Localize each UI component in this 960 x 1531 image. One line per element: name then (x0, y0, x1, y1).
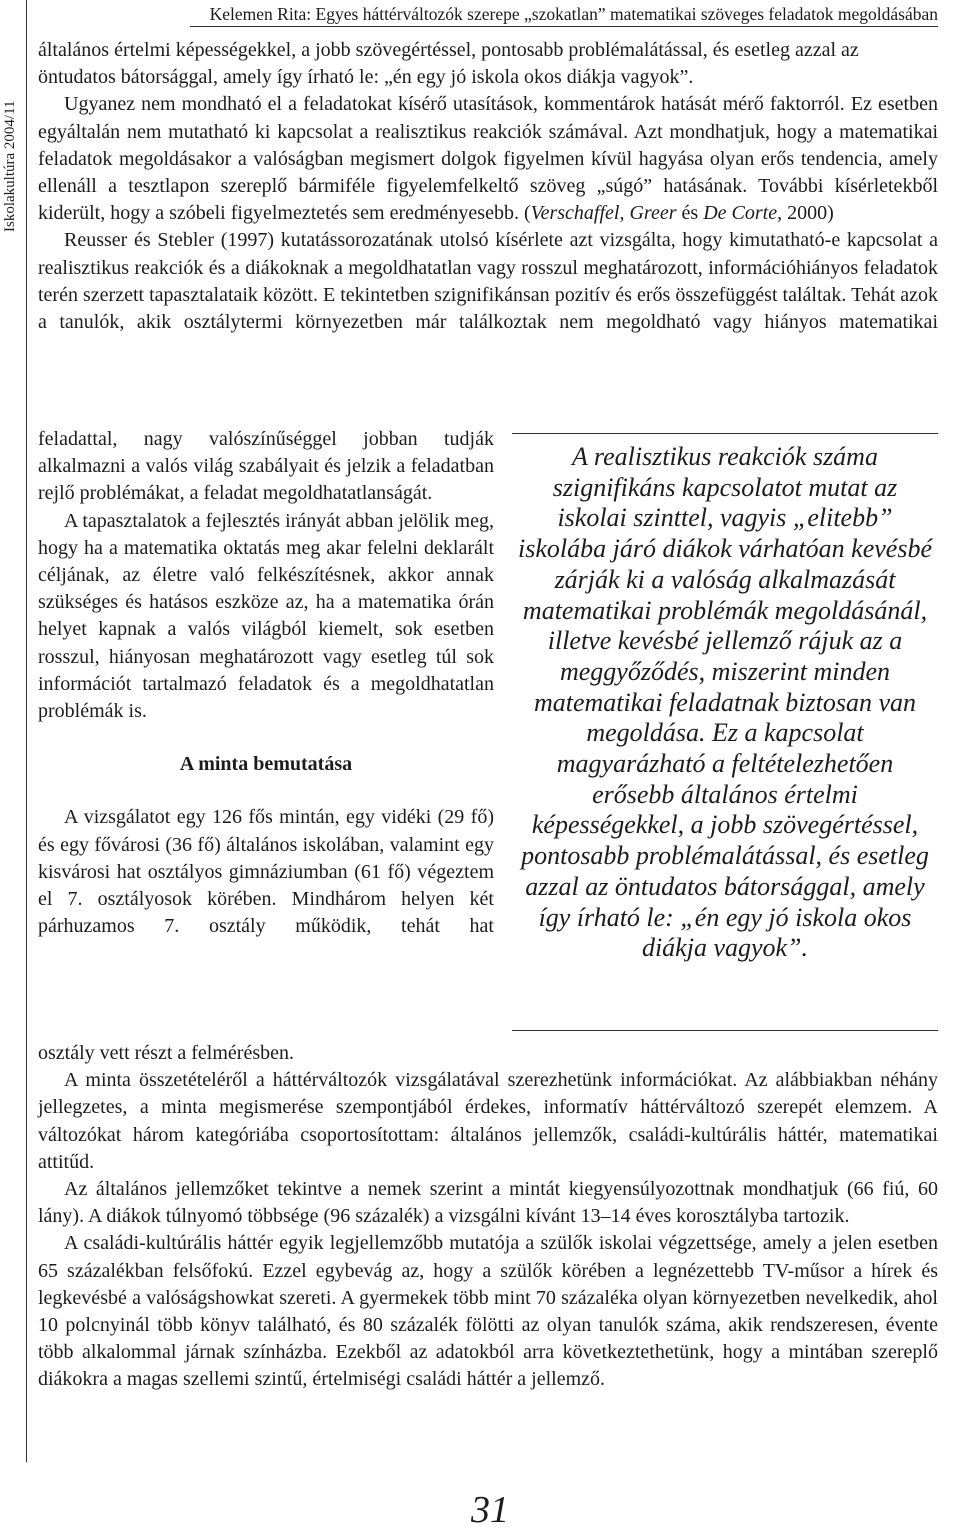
citation-author-3: De Corte (703, 202, 778, 225)
citation-and: és (676, 202, 704, 225)
paragraph-2-text: Ugyanez nem mondható el a feladatokat kísérő utasítások, kommentárok hatását mérő faktorról. Ez esetben egyáltalán nem mutatható ki kapcsolat a realisztikus reakciók számával. Azt mondhatjuk, hogy a matematikai feladatok megoldásakor a valóságban megismert dolgok figyelmen kívül hagyása olyan erős tendencia, amely ellenáll a tesztlapon szereplő bármiféle figyelemfelkeltő szöveg „súgó” hatásának. További kísérletekből kiderült, hogy a szóbeli figyelmeztetés sem eredményesebb. ( (38, 93, 938, 225)
left-column (38, 426, 494, 940)
paragraph-3: Reusser és Stebler (1997) kutatássorozatának utolsó kísérlete azt vizsgálta, hogy kimutatható-e kapcsolat a realisztikus reakciók és a diákoknak a megoldhatatlan vagy rosszul meghatározott, információhiányos feladatok terén szerzett tapasztalataik között. E tekintetben szignifikánsan pozitív és erős összefüggést találtak. Tehát azok a tanulók, akik osztálytermi környezetben már találkoztak nem megoldható vagy hiányos matematikai (38, 229, 938, 334)
paragraph-2 (38, 91, 938, 227)
section-heading: A minta bemutatása (179, 753, 353, 776)
paragraph-5: A vizsgálatot egy 126 fős mintán, egy vidéki (29 fő) és egy fővárosi (36 fő) általános iskolában, valamint egy kisvárosi hat osztályos gimnáziumban (61 fő) végeztem el 7. osztályosok körében. Mindhárom helyen két párhuzamos 7. osztály működik, tehát hat (38, 806, 494, 938)
citation-author-1: Verschaffel (530, 202, 620, 225)
bottom-block (38, 1040, 938, 1394)
paragraph-4: A tapasztalatok a fejlesztés irányát abban jelölik meg, hogy ha a matematika oktatás meg akar felelni deklarált céljának, az életre való felkészítésnek, akkor annak szükséges és hatásos eszköze az, ha a matematika órán helyet kapnak a valós világból kiemelt, sok esetben rosszul, hiányosan meghatározott vagy esetleg túl sok információt tartalmazó feladatok és a megoldhatatlan problémák is. (38, 509, 494, 723)
paragraph-7: Az általános jellemzőket tekintve a nemek szerint a mintát kiegyensúlyozottnak mondhatjuk (66 fiú, 60 lány). A diákok túlnyomó többsége (96 százalék) a vizsgálni kívánt 13–14 éves korosztályba tartozik. (38, 1178, 938, 1228)
paragraph-5-end: osztály vett részt a felmérésben. (38, 1042, 294, 1064)
journal-sidebar-label: Iskolakultúra 2004/11 (2, 100, 18, 232)
page-number: 31 (471, 1489, 509, 1531)
citation-separator: , (619, 202, 630, 225)
paragraph-6: A minta összetételéről a háttérváltozók vizsgálatával szerezhetünk információkat. Az alábbiakban néhány jellegzetes, a minta megismerése szempontjából érdekes, informatív háttérváltozó szerepét elemzem. A változókat három kategóriába csoportosítottam: általános jellemzők, családi-kultúrális háttér, matematikai attitűd. (38, 1069, 938, 1173)
citation-author-2: Greer (629, 202, 677, 225)
paragraph-8: A családi-kultúrális háttér egyik legjellemzőbb mutatója a szülők iskolai végzettsége, amely a jelen esetben 65 százalékban felsőfokú. Ezzel egybevág az, hogy a szülők körében a legnézettebb TV-műsor a hírek és legkevésbé a valóságshowkat szereti. A gyermekek több mint 70 százaléka olyan környezetben nevelkedik, ahol 10 polcnyinál több könyv található, és 80 százalék fölötti az olyan tanulók száma, akik rendszeresen, évente több alkalommal járnak színházba. Ezekből az adatokból arra következtethetünk, hogy a mintában szereplő diákokra a magas szellemi szintű, értelmiségi családi háttér a jellemző. (38, 1232, 938, 1391)
pull-quote-text: A realisztikus reakciók száma szignifikáns kapcsolatot mutat az iskolai szinttel, vagyis „elitebb” iskolába járó diákok várhatóan kevésbé zárják ki a valóság alkalmazását matematikai problémák megoldásánál, illetve kevésbé jellemző rájuk az a meggyőződés, miszerint minden matematikai feladatnak biztosan van megoldása. Ez a kapcsolat magyarázható a feltételezhetően erősebb általános értelmi képességekkel, a jobb szövegértéssel, pontosabb problémalátással, és esetleg azzal az öntudatos bátorsággal, amely így írható le: „én egy jó iskola okos diákja vagyok”. (518, 442, 932, 963)
paragraph-3-continued: feladattal, nagy valószínűséggel jobban tudják alkalmazni a valós világ szabályait és jelzik a feladatban rejlő problémákat, a feladat megoldhatatlanságát. (38, 428, 494, 505)
citation-year: , 2000) (777, 202, 834, 225)
pull-quote (512, 433, 938, 1031)
running-header: Kelemen Rita: Egyes háttérváltozók szerepe „szokatlan” matematikai szöveges feladatok megoldásában (190, 4, 938, 27)
paragraph-1: általános értelmi képességekkel, a jobb szövegértéssel, pontosabb problémalátással, és esetleg azzal az öntudatos bátorsággal, amely így írható le: „én egy jó iskola okos diákja vagyok”. (38, 39, 859, 89)
margin-rule (26, 0, 27, 1462)
intro-block (38, 37, 938, 336)
